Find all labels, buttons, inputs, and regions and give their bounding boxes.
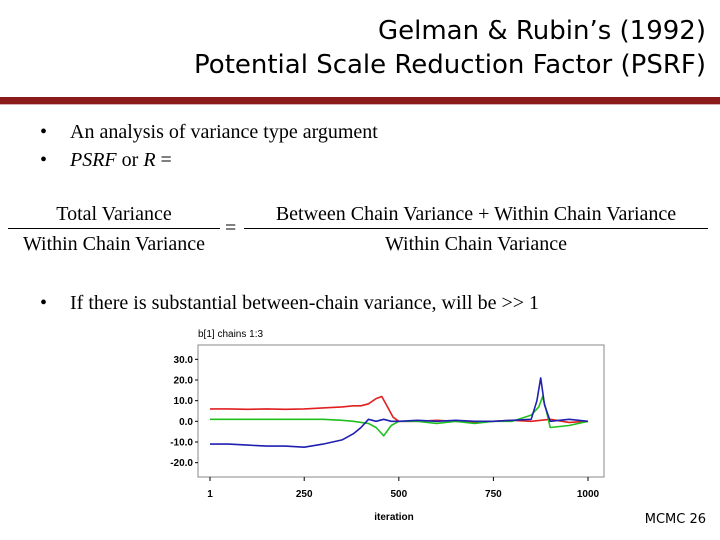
plot-title: b[1] chains 1:3 [198, 329, 264, 340]
rhs-fraction [244, 200, 708, 257]
y-tick-label: 0.0 [179, 416, 193, 428]
bullet-equals: = [155, 149, 172, 171]
trace-plot [168, 323, 608, 528]
x-axis-label: iteration [374, 512, 414, 523]
bullet-conjunction: or [116, 149, 144, 171]
bullet-marker: • [40, 121, 48, 143]
y-axis [170, 355, 198, 469]
equals-sign: = [225, 217, 237, 239]
lhs-numerator: Total Variance [56, 203, 172, 225]
y-tick-label: -20.0 [170, 458, 193, 470]
bullet-marker: • [40, 149, 48, 171]
lhs-fraction [8, 200, 220, 257]
y-tick-label: -10.0 [170, 437, 193, 449]
rhs-denominator: Within Chain Variance [384, 233, 568, 255]
x-tick-label: 1 [207, 489, 213, 500]
bullet-text: If there is substantial between-chain variance, will be >> 1 [70, 292, 540, 314]
bullet-text: An analysis of variance type argument [70, 121, 378, 143]
bullet-text [70, 146, 172, 174]
x-axis [207, 477, 599, 500]
y-tick-label: 10.0 [173, 396, 193, 408]
y-tick-label: 30.0 [173, 354, 193, 366]
title-divider-bar [0, 97, 720, 104]
x-tick-label: 750 [485, 489, 502, 500]
x-tick-label: 250 [295, 489, 313, 500]
title-line-1: Gelman & Rubin’s (1992) [377, 16, 706, 46]
y-tick-label: 20.0 [173, 375, 193, 387]
bullet-marker: • [40, 292, 48, 314]
title-line-2: Potential Scale Reduction Factor (PSRF) [194, 50, 706, 80]
title-divider-shadow [0, 104, 720, 105]
x-tick-label: 500 [390, 489, 408, 500]
r-symbol: R [143, 149, 156, 171]
lhs-denominator: Within Chain Variance [22, 233, 206, 255]
rhs-numerator: Between Chain Variance + Within Chain Variance [275, 203, 677, 225]
bullet-item [40, 289, 680, 317]
slide-title [194, 14, 706, 82]
x-tick-label: 1000 [576, 489, 600, 500]
slide-footer: MCMC 26 [644, 512, 706, 527]
psrf-term: PSRF [70, 149, 117, 171]
psrf-formula [0, 198, 720, 262]
plot-frame [198, 345, 604, 477]
